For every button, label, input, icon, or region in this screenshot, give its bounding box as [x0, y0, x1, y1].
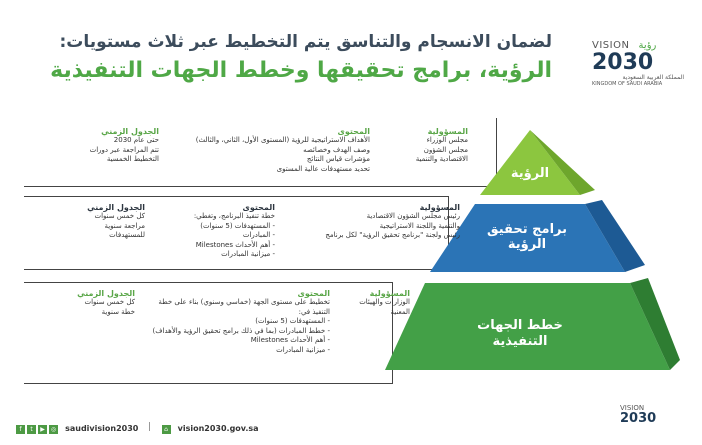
footer [16, 402, 696, 442]
responsibility-line: مجلس الشؤون [423, 145, 468, 154]
responsibility-line: والتنمية واللجنة الاستراتيجية [379, 221, 460, 230]
social-handle[interactable]: saudivision2030 [65, 424, 139, 433]
level-1-responsibility [388, 127, 468, 165]
responsibility-line: مجلس الوزراء [426, 136, 468, 144]
timeline-line: خطة سنوية [101, 307, 135, 316]
logo-arabic-country: المملكة العربية السعودية [622, 74, 684, 81]
content-line: - أهم الأحداث Milestones [250, 336, 330, 344]
vision-2030-logo [592, 33, 684, 95]
content-line: الأهداف الاستراتيجية للرؤية (المستوى الأول، الثاني، والثالث) [195, 136, 370, 144]
instagram-icon[interactable]: ◎ [50, 426, 57, 433]
content-line: - أهم الأحداث Milestones [195, 240, 275, 249]
level-3-content [140, 289, 330, 355]
content-line: - المبادرات [242, 231, 275, 239]
level-3-responsibility [335, 289, 410, 317]
footer-logo-year: 2030 [620, 411, 657, 426]
level-2-responsibility [300, 203, 460, 241]
timeline-line: كل خمس سنوات [84, 298, 135, 306]
timeline-line: حتى عام 2030 [113, 136, 159, 144]
level-1-content [170, 127, 370, 174]
facebook-icon[interactable]: f [16, 425, 25, 434]
responsibility-heading: المسؤولية [427, 127, 468, 136]
twitter-icon[interactable]: t [27, 425, 36, 434]
responsibility-line: المعنية [390, 307, 410, 316]
timeline-heading: الجدول الزمني [77, 289, 135, 298]
content-line: - ميزانية المبادرات [221, 250, 275, 258]
logo-english-country: KINGDOM OF SAUDI ARABIA [592, 81, 663, 87]
timeline-heading: الجدول الزمني [101, 127, 159, 136]
timeline-line: مراجعة سنوية [104, 221, 145, 230]
responsibility-line: الوزارات والهيئات [359, 298, 410, 306]
page-subtitle: الرؤية، برامج تحقيقها وخطط الجهات التنفيذية [50, 58, 552, 83]
timeline-line: كل خمس سنوات [94, 212, 145, 220]
content-line: - المستهدفات (5 سنوات) [200, 221, 275, 230]
content-line: خطة تنفيذ البرنامج، وتغطي: [193, 212, 275, 220]
responsibility-heading: المسؤولية [369, 289, 410, 298]
content-heading: المحتوى [337, 127, 370, 136]
youtube-icon[interactable]: ▶ [38, 425, 47, 434]
responsibility-line: رئيس ولجنة "برنامج تحقيق الرؤية" لكل برنامج [325, 231, 460, 239]
social-links [16, 416, 259, 435]
website-link[interactable]: vision2030.gov.sa [177, 424, 259, 433]
timeline-line: التخطيط الخمسية [106, 155, 159, 163]
content-heading: المحتوى [242, 203, 275, 212]
content-line: - ميزانية المبادرات [276, 345, 330, 354]
timeline-heading: الجدول الزمني [87, 203, 145, 212]
level-3-timeline [55, 289, 135, 317]
footer-logo [620, 404, 680, 425]
page-title: لضمان الانسجام والتناسق يتم التخطيط عبر ثلاث مستويات: [59, 32, 552, 52]
content-heading: المحتوى [297, 289, 330, 298]
responsibility-line: رئيس مجلس الشؤون الاقتصادية [366, 212, 460, 220]
pyramid-label-programs: برامج تحقيق الرؤية [487, 222, 567, 252]
footer-logo-vision: VISION [620, 404, 645, 412]
content-line: وصف الهدف وخصائصه [303, 145, 370, 154]
content-line: - خطط المبادرات (بما في ذلك برامج تحقيق الرؤية والأهداف) [152, 326, 330, 335]
level-1-timeline [55, 127, 159, 165]
logo-year: 2030 [592, 50, 654, 75]
responsibility-line: الاقتصادية والتنمية [415, 155, 468, 163]
content-line: - المستهدفات (5 سنوات) [255, 317, 330, 325]
pyramid-label-vision: الرؤية [510, 166, 550, 181]
logo-arabic-word: رؤية [638, 40, 657, 51]
level-2-content [160, 203, 275, 260]
logo-vision-text: VISION [592, 40, 630, 51]
content-line: تخطيط على مستوى الجهة (خماسي وسنوي) بناء على خطة التنفيذ في: [158, 298, 330, 316]
home-icon: ⌂ [162, 425, 171, 434]
level-2-timeline [55, 203, 145, 241]
timeline-line: تتم المراجعة عبر دورات [89, 145, 159, 154]
footer-divider [149, 422, 150, 431]
content-line: تحديد مستهدفات عالية المستوى [276, 164, 370, 173]
responsibility-heading: المسؤولية [419, 203, 460, 212]
content-line: مؤشرات قياس النتائج [306, 155, 370, 163]
pyramid-label-entities: خطط الجهات التنفيذية [477, 318, 563, 349]
timeline-line: للمستهدفات [109, 231, 145, 239]
